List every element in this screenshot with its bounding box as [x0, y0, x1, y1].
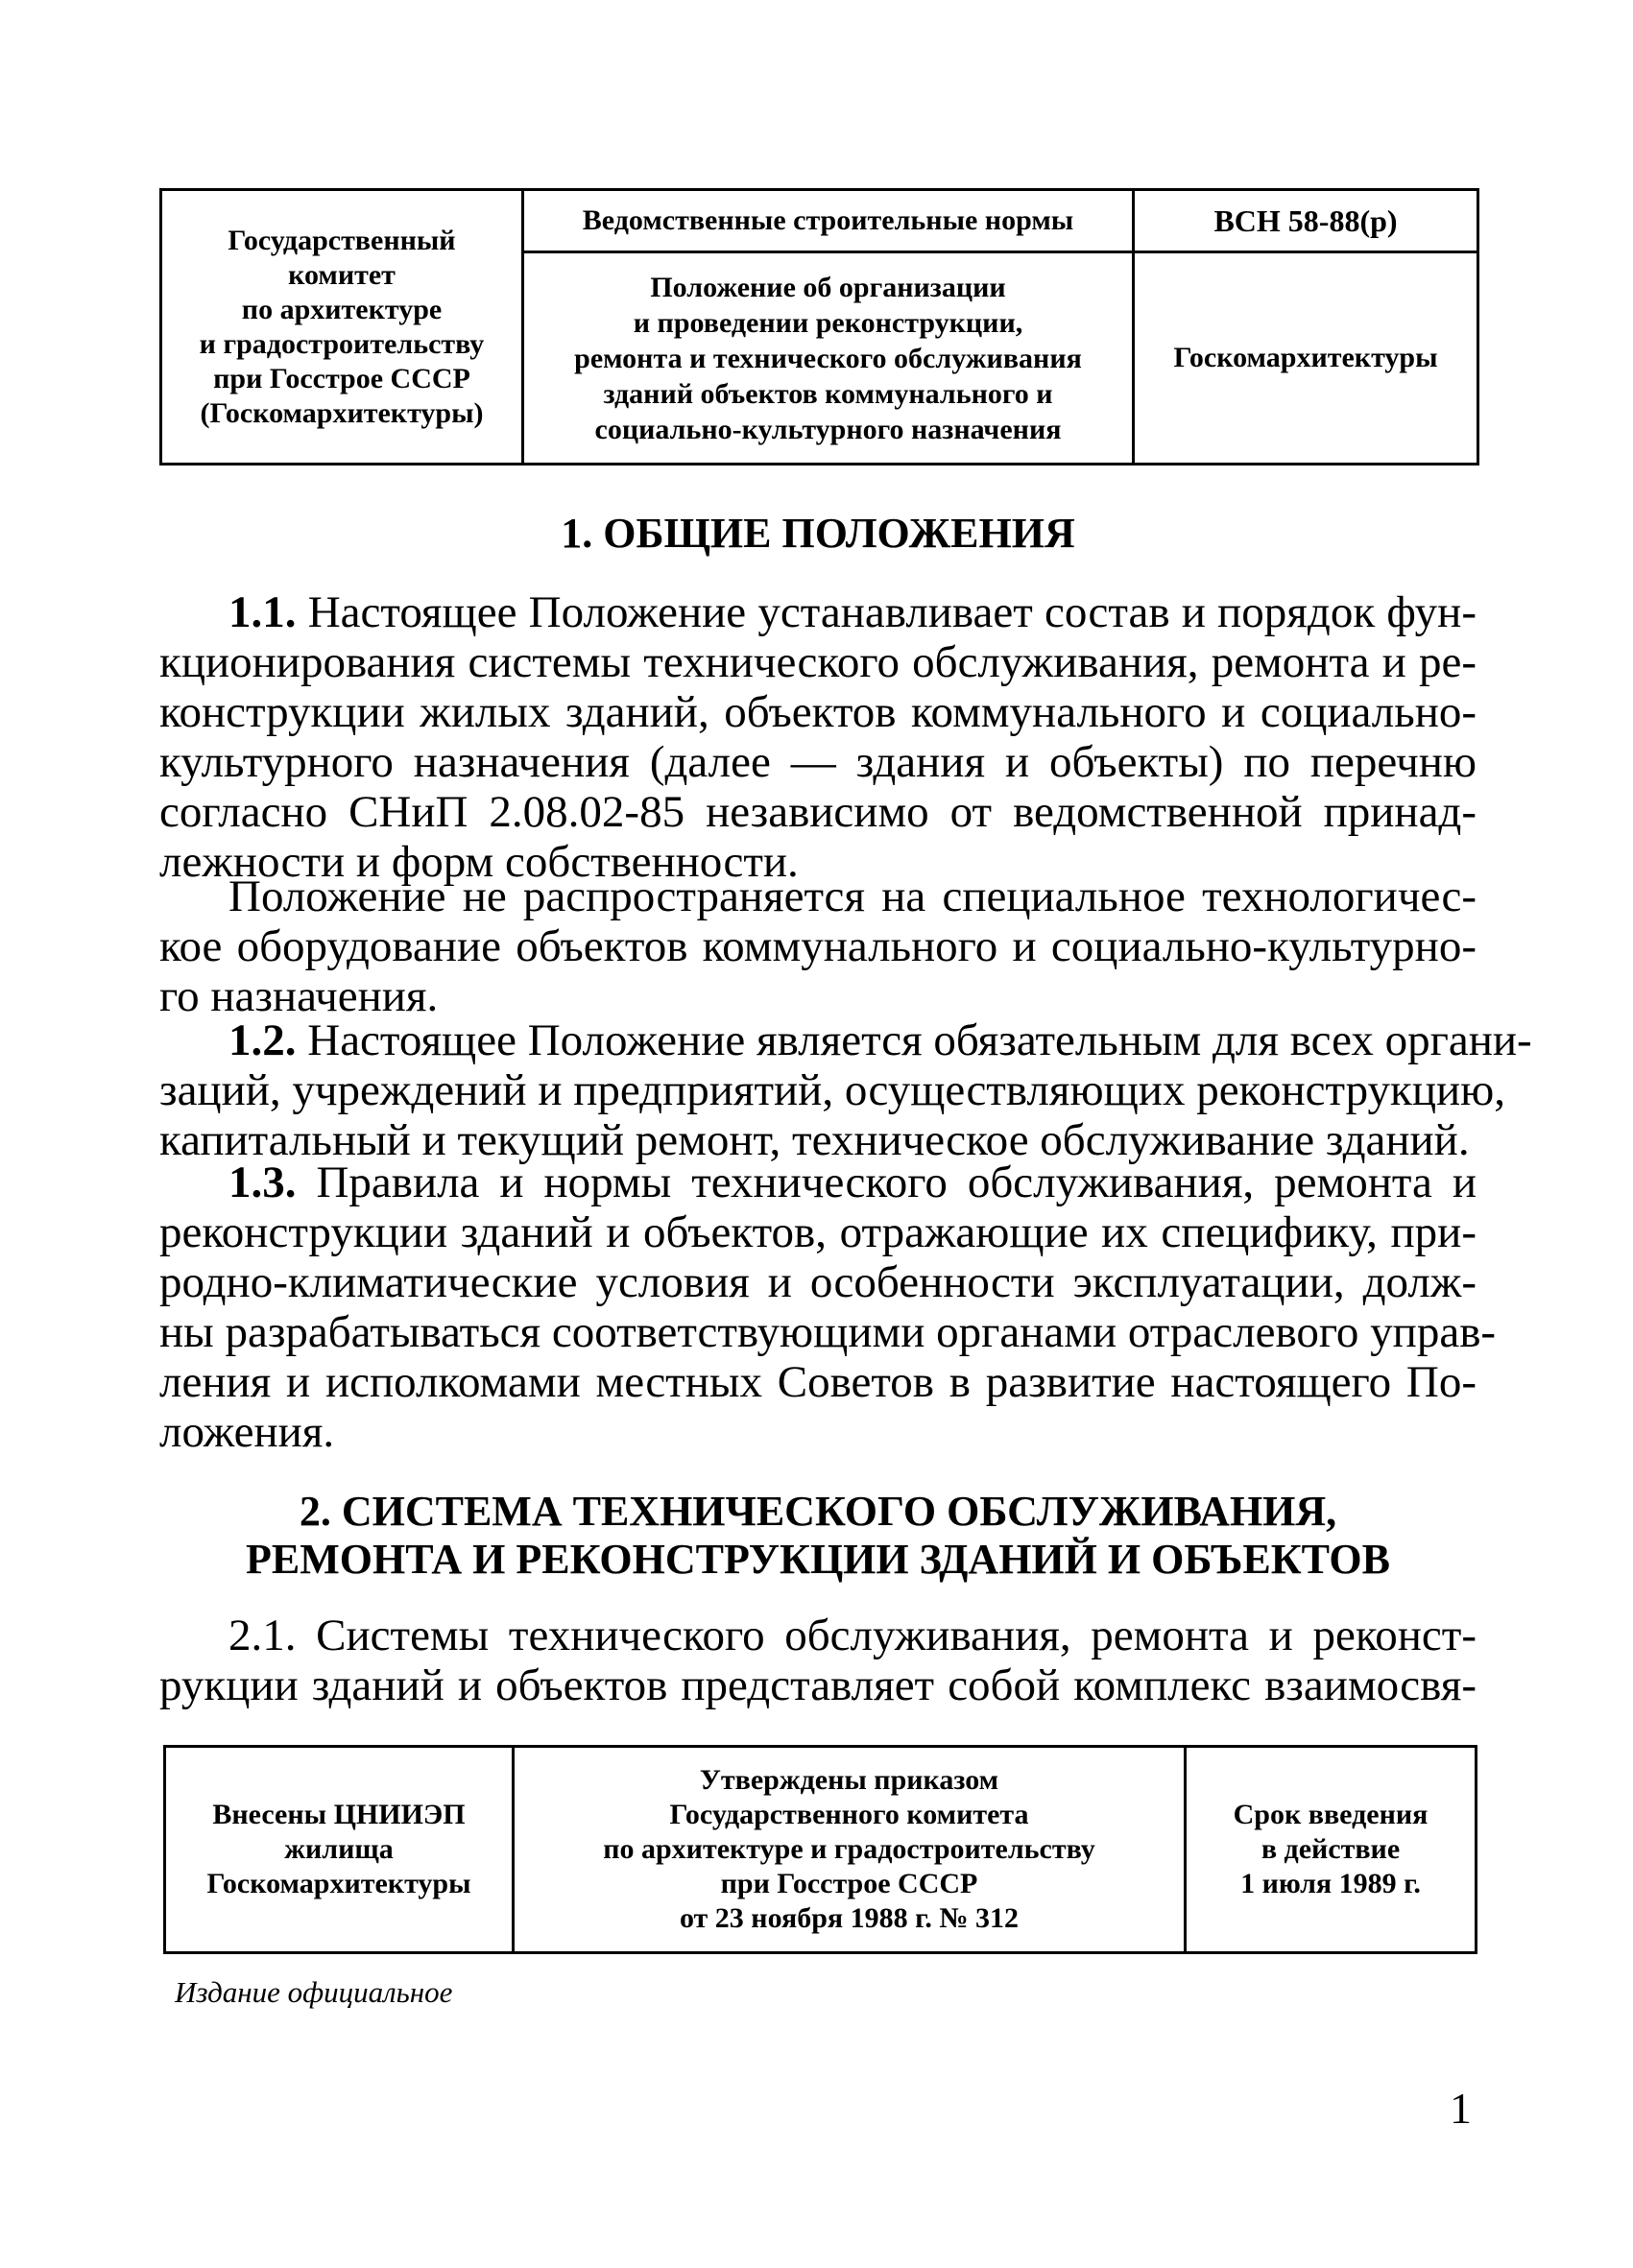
- section-2-title: [159, 1488, 1477, 1584]
- doc-code-cell: ВСН 58-88(р): [1134, 190, 1478, 252]
- paragraph-line: 2.1. Системы технического обслуживания, ремонта и реконст-: [228, 1611, 1477, 1660]
- paragraph-line: ны разрабатываться соответствующими органами отраслевого управ-: [159, 1307, 1497, 1357]
- submitted-line: Внесены ЦНИИЭП: [212, 1799, 466, 1830]
- doc-title-line: зданий объектов коммунального и: [603, 377, 1053, 410]
- header-table: [159, 188, 1479, 466]
- org-line: Государственный: [228, 224, 456, 256]
- issuer-cell: Госкомархитектуры: [1134, 252, 1478, 465]
- paragraph-line: культурного назначения (далее — здания и объекты) по перечню: [159, 737, 1477, 787]
- doc-title-line: ремонта и технического обслуживания: [574, 342, 1082, 374]
- doc-title-line: социально-культурного назначения: [594, 413, 1062, 445]
- effective-line: Срок введения: [1233, 1799, 1429, 1830]
- approval-table: [163, 1745, 1477, 1954]
- paragraph-1-3: [159, 1158, 1497, 1457]
- org-line: при Госстрое СССР: [213, 362, 470, 394]
- paragraph-line: рукции зданий и объектов представляет собой комплекс взаимосвя-: [159, 1660, 1477, 1710]
- approved-line: по архитектуре и градостроительству: [603, 1833, 1095, 1865]
- paragraph-number: 1.2.: [228, 1015, 297, 1065]
- paragraph-line: лежности и форм собственности.: [159, 837, 799, 887]
- paragraph-line: ложения.: [159, 1407, 335, 1457]
- section-2-title-line: РЕМОНТА И РЕКОНСТРУКЦИИ ЗДАНИЙ И ОБЪЕКТОВ: [246, 1536, 1390, 1583]
- org-line: по архитектуре: [241, 293, 443, 325]
- paragraph-line: кое оборудование объектов коммунального и социально-культурно-: [159, 921, 1477, 971]
- effective-date-cell: [1186, 1747, 1477, 1953]
- paragraph-line: го назначения.: [159, 971, 439, 1021]
- paragraph-line: реконструкции зданий и объектов, отражающие их специфику, при-: [159, 1207, 1477, 1257]
- approved-line: Утверждены приказом: [699, 1764, 999, 1796]
- page-number: 1: [1450, 2084, 1472, 2133]
- section-2-title-line: 2. СИСТЕМА ТЕХНИЧЕСКОГО ОБСЛУЖИВАНИЯ,: [299, 1488, 1337, 1535]
- effective-line: в действие: [1261, 1833, 1401, 1865]
- org-line: и градостроительству: [199, 327, 485, 360]
- paragraph-line: Положение не распространяется на специальное технологичес-: [228, 871, 1477, 921]
- approved-line: от 23 ноября 1988 г. № 312: [679, 1902, 1020, 1934]
- submitted-by-cell: [165, 1747, 514, 1953]
- paragraph-line: Настоящее Положение устанавливает состав и порядок фун-: [296, 587, 1477, 637]
- paragraph-line: Правила и нормы технического обслуживания, ремонта и: [296, 1158, 1477, 1207]
- paragraph-line: капитальный и текущий ремонт, техническое обслуживание зданий.: [159, 1115, 1470, 1165]
- paragraph-1-1: [159, 587, 1477, 887]
- approved-by-cell: [514, 1747, 1186, 1953]
- paragraph-1-1-b: [159, 871, 1477, 1021]
- paragraph-line: согласно СНиП 2.08.02-85 независимо от ведомственной принад-: [159, 787, 1477, 837]
- org-cell: [161, 190, 523, 465]
- submitted-line: жилища: [284, 1833, 394, 1865]
- section-1-title: 1. ОБЩИЕ ПОЛОЖЕНИЯ: [561, 510, 1075, 557]
- edition-note: Издание официальное: [175, 1975, 453, 2009]
- paragraph-line: родно-климатические условия и особенности эксплуатации, долж-: [159, 1257, 1477, 1307]
- approved-line: при Госстрое СССР: [720, 1868, 978, 1899]
- approved-line: Государственного комитета: [669, 1799, 1029, 1830]
- org-line: (Госкомархитектуры): [200, 396, 484, 429]
- paragraph-2-1: [159, 1611, 1477, 1710]
- paragraph-line: заций, учреждений и предприятий, осуществляющих реконструкцию,: [159, 1065, 1506, 1115]
- paragraph-line: кционирования системы технического обслуживания, ремонта и ре-: [159, 637, 1477, 687]
- paragraph-number: 1.1.: [228, 587, 297, 637]
- paragraph-number: 1.3.: [228, 1158, 297, 1207]
- submitted-line: Госкомархитектуры: [206, 1868, 471, 1899]
- paragraph-line: ления и исполкомами местных Советов в развитие настоящего По-: [159, 1357, 1477, 1407]
- doc-title-line: Положение об организации: [650, 271, 1006, 303]
- paragraph-line: Настоящее Положение является обязательным для всех органи-: [296, 1015, 1532, 1065]
- paragraph-line: конструкции жилых зданий, объектов коммунального и социально-: [159, 687, 1477, 737]
- doc-type-cell: Ведомственные строительные нормы: [523, 190, 1134, 252]
- effective-line: 1 июля 1989 г.: [1240, 1868, 1421, 1899]
- org-line: комитет: [288, 258, 396, 291]
- doc-title-cell: [523, 252, 1134, 465]
- paragraph-1-2: [159, 1015, 1532, 1165]
- doc-title-line: и проведении реконструкции,: [633, 306, 1023, 339]
